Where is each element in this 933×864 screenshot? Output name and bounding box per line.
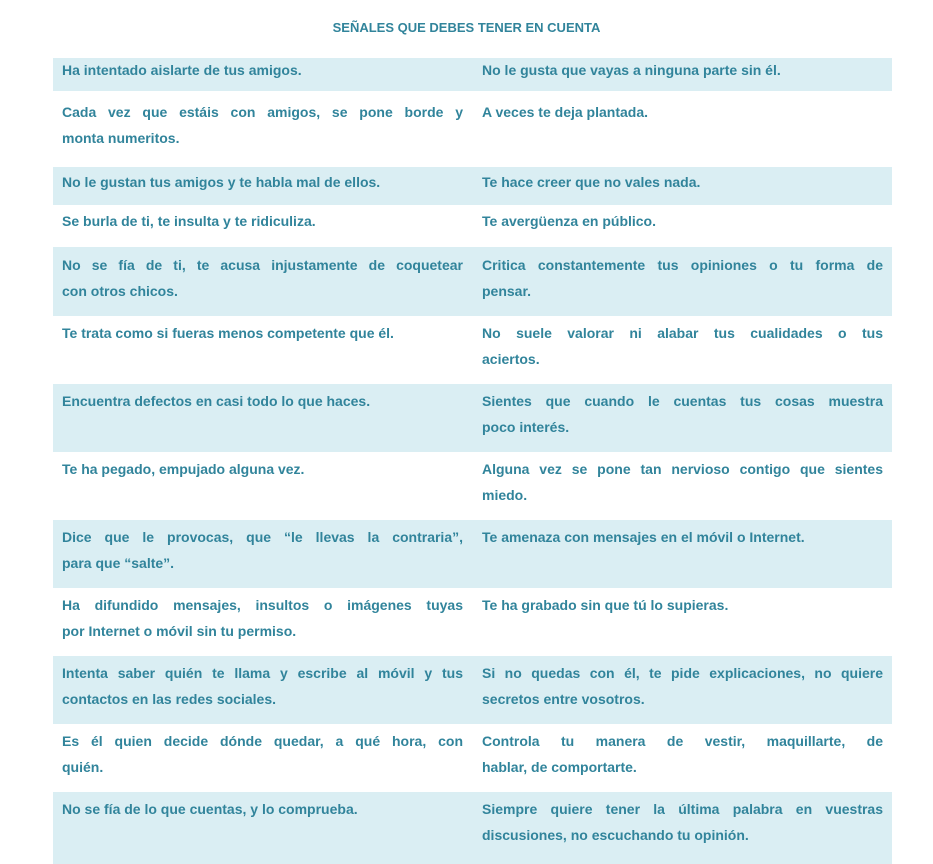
- cell-left: [53, 588, 472, 656]
- cell-right: [472, 316, 892, 384]
- cell-left: [53, 58, 472, 91]
- cell-line: Te ha grabado sin que tú lo supieras.: [482, 597, 729, 613]
- cell-line: miedo.: [482, 486, 528, 503]
- cell-left: [53, 91, 472, 167]
- cell-right: [472, 724, 892, 792]
- table-row: [53, 792, 892, 864]
- cell-line: Controla tu manera de vestir, maquillarte, de: [482, 733, 883, 749]
- table-row: [53, 724, 892, 792]
- cell-line: Critica constantemente tus opiniones o tu forma de: [482, 257, 883, 273]
- cell-line: No le gustan tus amigos y te habla mal de ellos.: [62, 174, 381, 190]
- table-row: [53, 384, 892, 452]
- cell-line: Intenta saber quién te llama y escribe al móvil y tus: [62, 665, 463, 681]
- cell-line: Te trata como si fueras menos competente que él.: [62, 325, 394, 341]
- cell-left: [53, 520, 472, 588]
- cell-line: Sientes que cuando le cuentas tus cosas muestra: [482, 393, 883, 409]
- cell-left: [53, 167, 472, 205]
- cell-line: Es él quien decide dónde quedar, a qué hora, con: [62, 733, 463, 749]
- cell-right: [472, 167, 892, 205]
- table-row: [53, 316, 892, 384]
- cell-line: hablar, de comportarte.: [482, 758, 637, 775]
- cell-left: [53, 656, 472, 724]
- cell-right: [472, 205, 892, 247]
- cell-left: [53, 205, 472, 247]
- table-row: [53, 656, 892, 724]
- cell-right: [472, 792, 892, 864]
- cell-right: [472, 384, 892, 452]
- cell-left: [53, 247, 472, 316]
- cell-line: con otros chicos.: [62, 282, 178, 299]
- cell-line: Se burla de ti, te insulta y te ridiculiza.: [62, 213, 316, 229]
- cell-line: No le gusta que vayas a ninguna parte sin él.: [482, 62, 781, 78]
- cell-line: Te hace creer que no vales nada.: [482, 174, 701, 190]
- cell-right: [472, 588, 892, 656]
- table-row: [53, 58, 892, 91]
- signals-table: [53, 0, 892, 864]
- cell-line: para que “salte”.: [62, 554, 175, 571]
- cell-line: Cada vez que estáis con amigos, se pone borde y: [62, 104, 463, 120]
- cell-line: quién.: [62, 758, 104, 775]
- cell-line: Te ha pegado, empujado alguna vez.: [62, 461, 305, 477]
- cell-line: Te avergüenza en público.: [482, 213, 657, 229]
- table-row: [53, 167, 892, 205]
- cell-line: A veces te deja plantada.: [482, 104, 648, 120]
- cell-line: monta numeritos.: [62, 129, 180, 146]
- cell-line: Dice que le provocas, que “le llevas la contraria”,: [62, 529, 463, 545]
- cell-line: Si no quedas con él, te pide explicaciones, no quiere: [482, 665, 883, 681]
- table-row: [53, 520, 892, 588]
- cell-line: Ha intentado aislarte de tus amigos.: [62, 62, 302, 78]
- cell-line: secretos entre vosotros.: [482, 690, 645, 707]
- cell-right: [472, 247, 892, 316]
- table-row: [53, 247, 892, 316]
- cell-line: Ha difundido mensajes, insultos o imágenes tuyas: [62, 597, 463, 613]
- cell-line: poco interés.: [482, 418, 570, 435]
- cell-line: aciertos.: [482, 350, 540, 367]
- page-title: SEÑALES QUE DEBES TENER EN CUENTA: [332, 20, 601, 35]
- table-row: [53, 452, 892, 520]
- cell-line: Siempre quiere tener la última palabra en vuestras: [482, 801, 883, 817]
- cell-left: [53, 792, 472, 864]
- cell-right: [472, 452, 892, 520]
- cell-line: No se fía de lo que cuentas, y lo comprueba.: [62, 801, 358, 817]
- cell-line: discusiones, no escuchando tu opinión.: [482, 826, 749, 843]
- cell-line: Alguna vez se pone tan nervioso contigo que sientes: [482, 461, 883, 477]
- cell-right: [472, 58, 892, 91]
- cell-line: No suele valorar ni alabar tus cualidades o tus: [482, 325, 883, 341]
- table-row: [53, 91, 892, 167]
- cell-left: [53, 384, 472, 452]
- cell-right: [472, 656, 892, 724]
- cell-line: por Internet o móvil sin tu permiso.: [62, 622, 297, 639]
- cell-line: No se fía de ti, te acusa injustamente de coquetear: [62, 257, 463, 273]
- cell-line: pensar.: [482, 282, 532, 299]
- cell-line: Encuentra defectos en casi todo lo que haces.: [62, 393, 371, 409]
- cell-left: [53, 452, 472, 520]
- cell-right: [472, 91, 892, 167]
- cell-left: [53, 316, 472, 384]
- table-row: [53, 588, 892, 656]
- table-row: [53, 205, 892, 247]
- cell-right: [472, 520, 892, 588]
- cell-left: [53, 724, 472, 792]
- cell-line: Te amenaza con mensajes en el móvil o Internet.: [482, 529, 805, 545]
- cell-line: contactos en las redes sociales.: [62, 690, 276, 707]
